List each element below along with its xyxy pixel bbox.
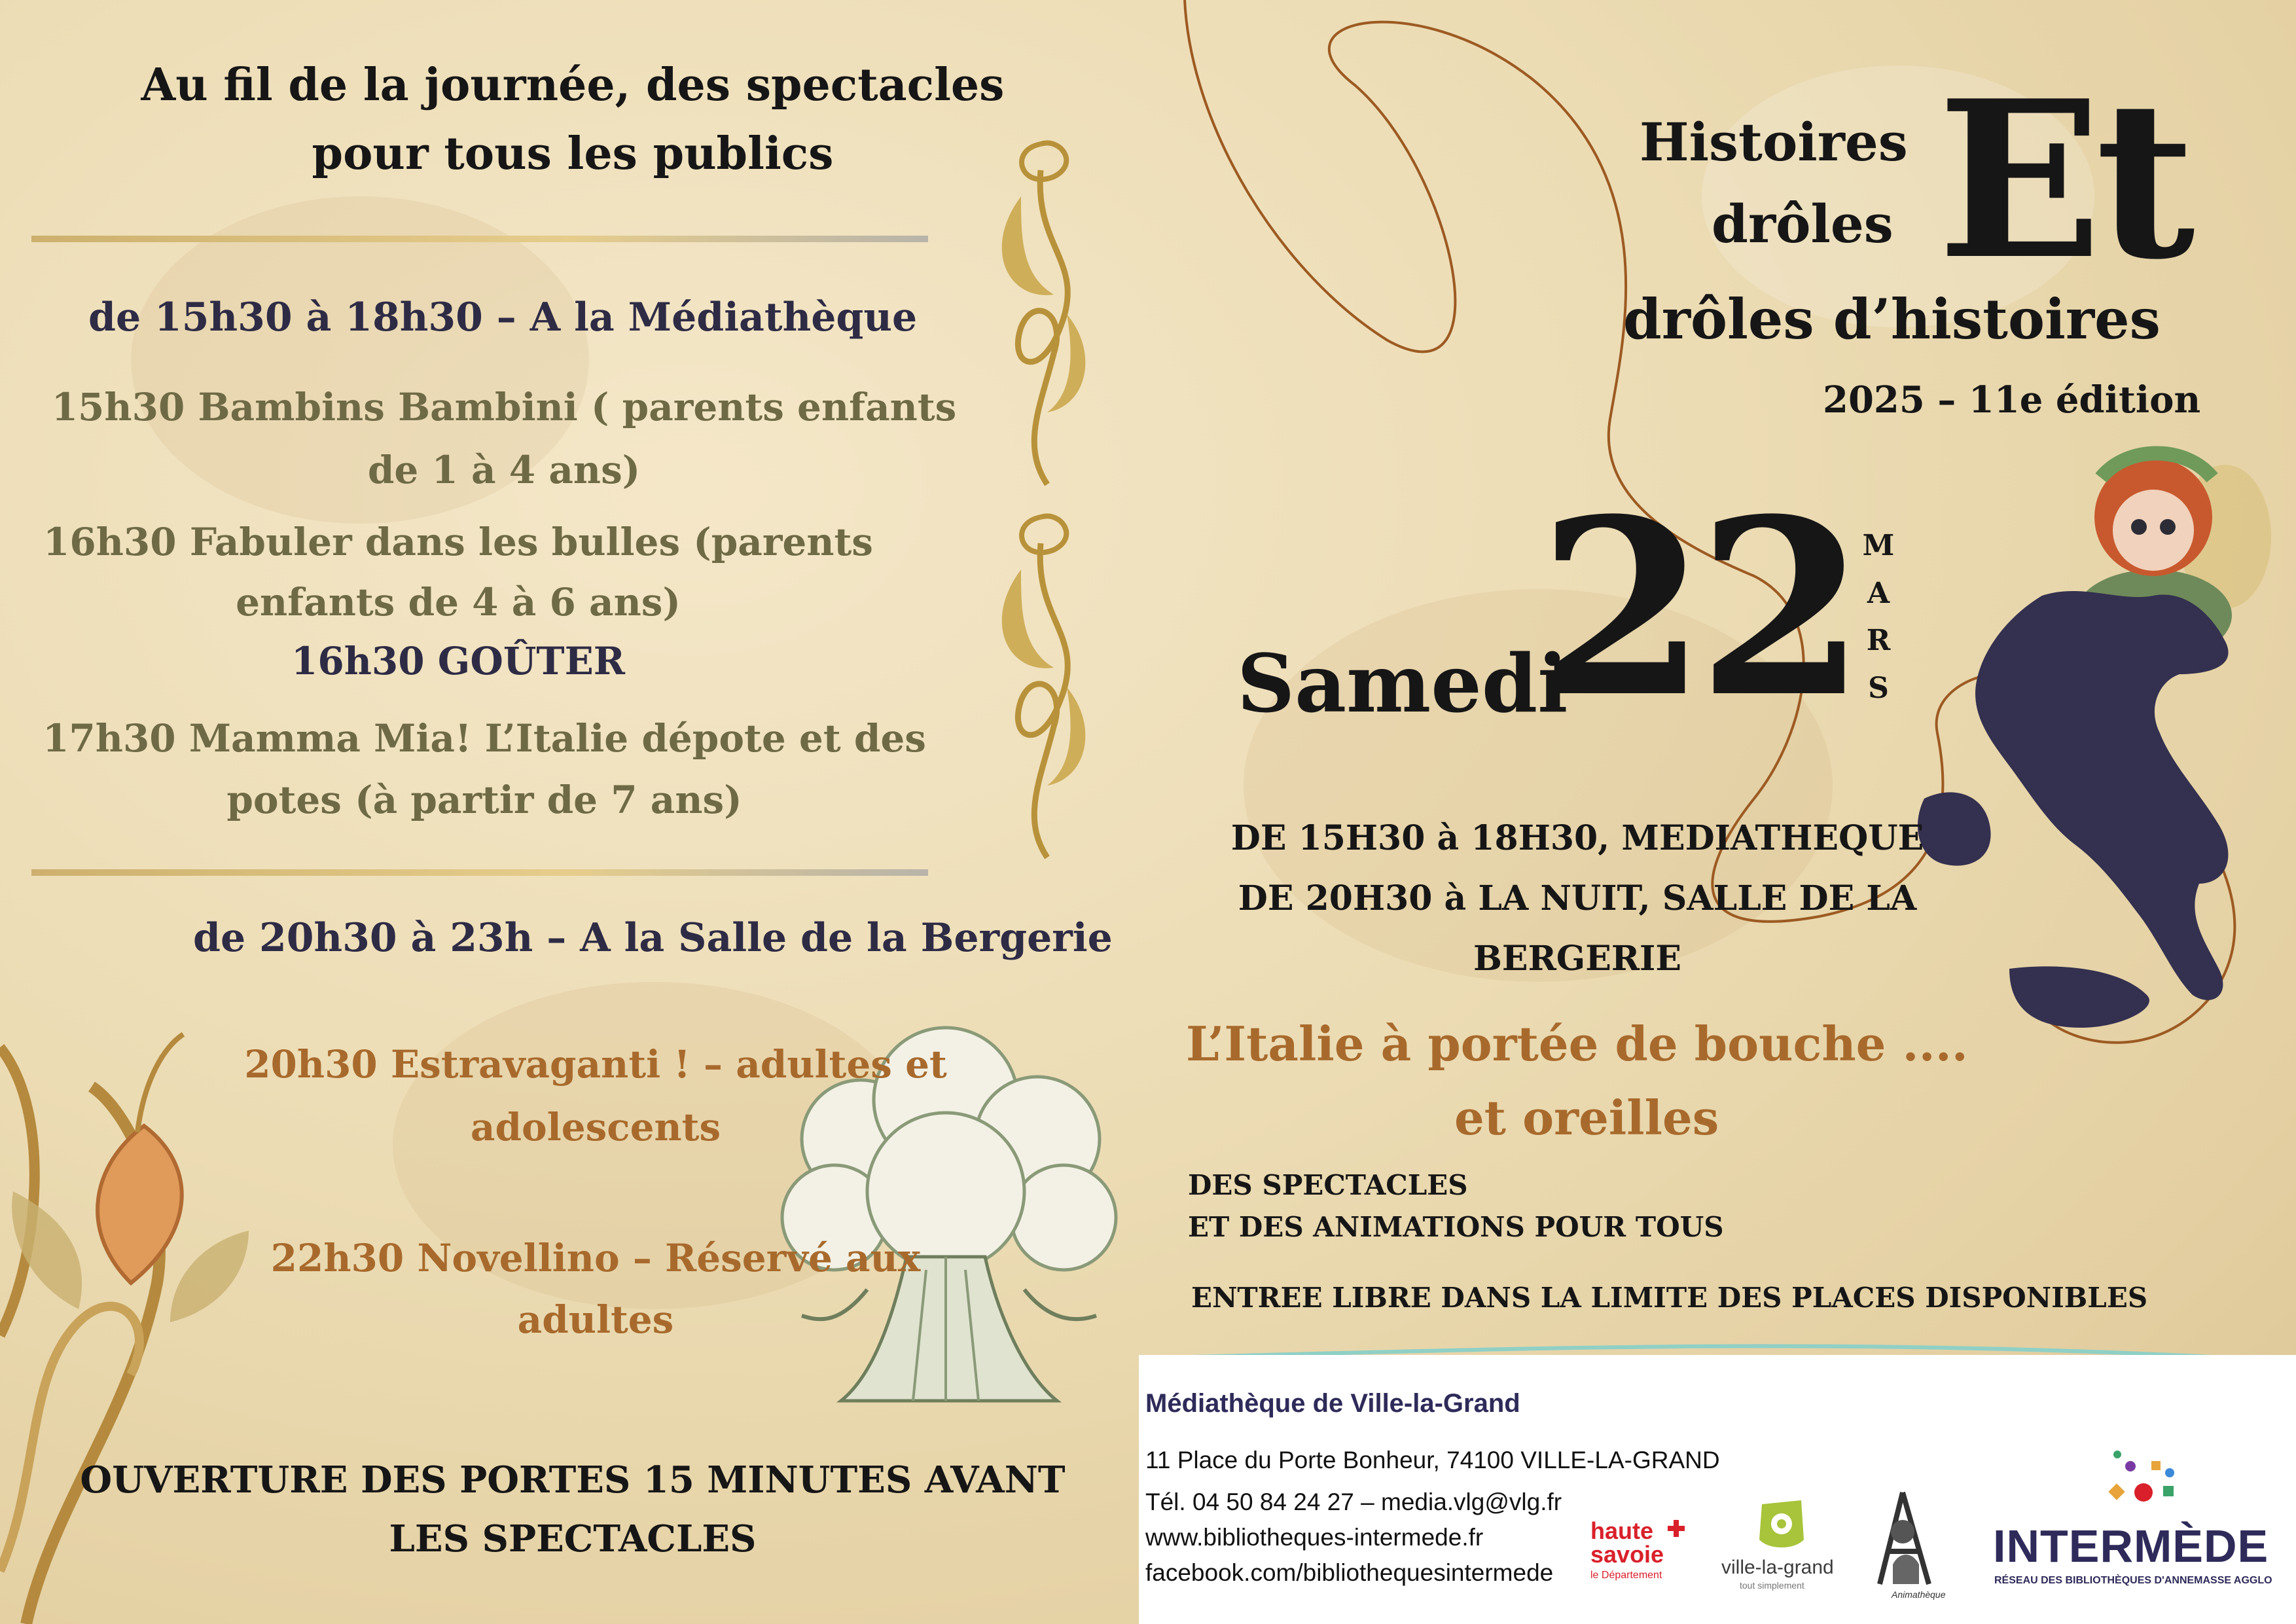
event5-line1: 22h30 Novellino – Réservé aux xyxy=(270,1236,921,1280)
date-number: 22 xyxy=(1538,467,1857,751)
vlg-sub: tout simplement xyxy=(1740,1580,1804,1591)
hours-line1: DE 15H30 à 18H30, MEDIATHEQUE xyxy=(1230,818,1924,858)
intermede-name: INTERMÈDE xyxy=(1993,1521,2269,1572)
month-vertical xyxy=(1859,522,1898,712)
animatheque-logo xyxy=(1859,1486,1957,1610)
opening-line2: LES SPECTACLES xyxy=(389,1517,757,1561)
event4-line2: adolescents xyxy=(470,1105,721,1149)
footer-phone-email: Tél. 04 50 84 24 27 – media.vlg@vlg.fr xyxy=(1145,1489,1562,1515)
gouter-label: 16h30 GOÛTER xyxy=(291,639,625,683)
entry-label: ENTREE LIBRE DANS LA LIMITE DES PLACES DISPONIBLES xyxy=(1191,1282,2148,1314)
event1-line1: 15h30 Bambins Bambini ( parents enfants xyxy=(51,385,957,429)
title-droles-histoires: drôles d’histoires xyxy=(1623,287,2161,352)
month-letter: R xyxy=(1866,624,1891,658)
event2-line2: enfants de 4 à 6 ans) xyxy=(236,580,681,624)
left-heading-line2: pour tous les publics xyxy=(312,128,834,180)
footer-address: 11 Place du Porte Bonheur, 74100 VILLE-LA-GRAND xyxy=(1145,1447,1720,1473)
footer-library-name: Médiathèque de Ville-la-Grand xyxy=(1145,1389,1520,1418)
title-droles: drôles xyxy=(1712,193,1893,255)
hours-line3: BERGERIE xyxy=(1473,939,1682,979)
vlg-name: ville-la-grand xyxy=(1721,1557,1834,1578)
title-et: Et xyxy=(1937,53,2189,307)
vlg-leaf-icon xyxy=(1755,1498,1808,1553)
gold-divider-top xyxy=(31,236,928,242)
title-histoires: Histoires xyxy=(1640,111,1908,173)
hs-line3: le Département xyxy=(1590,1570,1662,1581)
hs-line2: savoie xyxy=(1590,1541,1664,1568)
event3-line1: 17h30 Mamma Mia! L’Italie dépote et des xyxy=(43,716,926,761)
tagline-line1: L’Italie à portée de bouche .... xyxy=(1186,1016,1968,1072)
event4-line1: 20h30 Estravaganti ! – adultes et xyxy=(244,1042,947,1087)
section2-title: de 20h30 à 23h – A la Salle de la Bergerie xyxy=(193,915,1113,961)
ville-la-grand-logo xyxy=(1702,1498,1852,1596)
edition-label: 2025 – 11e édition xyxy=(1823,378,2201,422)
gold-swirl-ornament-icon xyxy=(982,504,1100,871)
tagline-line2: et oreilles xyxy=(1454,1090,1719,1146)
event3-line2: potes (à partir de 7 ans) xyxy=(226,778,742,822)
gold-swirl-ornament-icon xyxy=(982,131,1100,497)
animatheque-name: Animathèque xyxy=(1892,1589,1946,1600)
hs-cross-icon xyxy=(1668,1520,1685,1537)
animatheque-a-icon xyxy=(1867,1486,1939,1591)
hs-line1: haute xyxy=(1590,1517,1654,1544)
shows-line2: ET DES ANIMATIONS POUR TOUS xyxy=(1188,1211,1724,1243)
day-label: Samedi xyxy=(1237,636,1568,731)
gold-divider-bottom xyxy=(31,869,928,876)
intermede-dots-icon xyxy=(2098,1447,2189,1519)
footer-panel xyxy=(1139,1355,2296,1624)
opening-line1: OUVERTURE DES PORTES 15 MINUTES AVANT xyxy=(80,1458,1066,1502)
event1-line2: de 1 à 4 ans) xyxy=(367,448,641,492)
month-letter: S xyxy=(1868,671,1889,705)
footer-website[interactable]: www.bibliotheques-intermede.fr xyxy=(1145,1524,1484,1551)
event2-line1: 16h30 Fabuler dans les bulles (parents xyxy=(43,520,873,564)
event5-line2: adultes xyxy=(517,1297,674,1342)
intermede-logo xyxy=(1986,1447,2287,1610)
haute-savoie-logo xyxy=(1590,1517,1695,1589)
intermede-sub: RÉSEAU DES BIBLIOTHÈQUES D'ANNEMASSE AGGLO xyxy=(1994,1575,2272,1586)
hours-line2: DE 20H30 à LA NUIT, SALLE DE LA xyxy=(1238,878,1917,918)
month-letter: A xyxy=(1867,576,1890,610)
section1-title: de 15h30 à 18h30 – A la Médiathèque xyxy=(88,295,918,340)
month-letter: M xyxy=(1862,529,1895,562)
footer-facebook[interactable]: facebook.com/bibliothequesintermede xyxy=(1145,1559,1554,1586)
left-heading-line1: Au fil de la journée, des spectacles xyxy=(141,59,1005,111)
shows-line1: DES SPECTACLES xyxy=(1188,1169,1468,1201)
